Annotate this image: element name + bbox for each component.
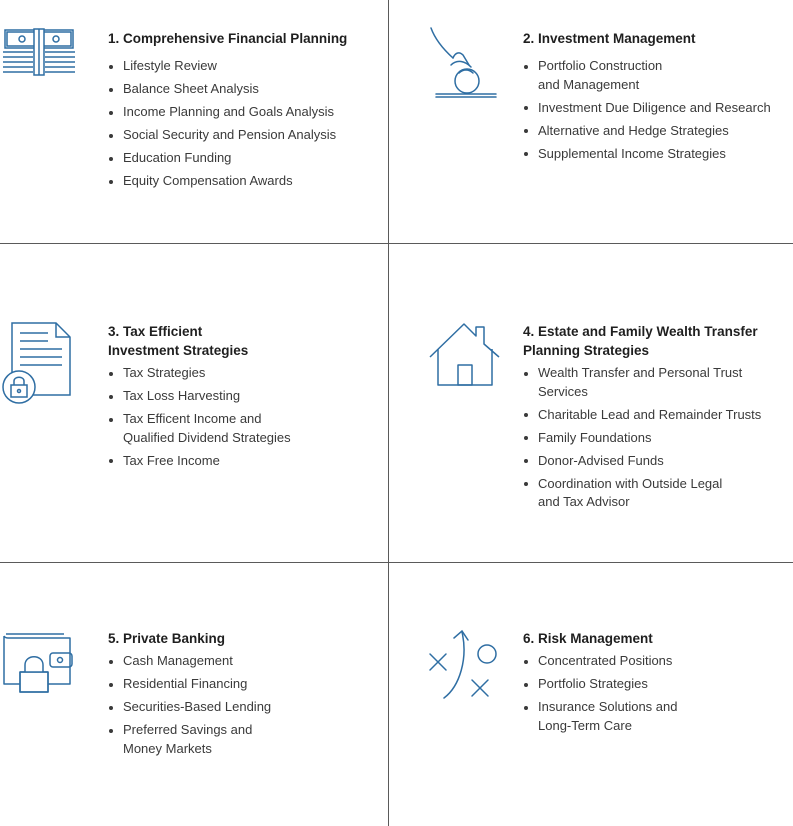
section-list — [523, 57, 793, 168]
document-lock-icon — [2, 321, 72, 407]
strategy-play-icon — [426, 628, 502, 702]
section-title: 3. Tax Efficient Investment Strategies — [108, 324, 249, 358]
list-item: Cash Management — [108, 652, 398, 671]
list-item: Family Foundations — [523, 429, 793, 448]
list-item: Preferred Savings and Money Markets — [108, 721, 398, 758]
list-item: Alternative and Hedge Strategies — [523, 122, 793, 141]
horizontal-divider-2 — [0, 562, 793, 563]
list-item: Insurance Solutions and Long-Term Care — [523, 698, 793, 735]
list-item: Equity Compensation Awards — [108, 172, 398, 191]
section-title: 4. Estate and Family Wealth Transfer Planning Strategies — [523, 324, 758, 358]
wallet-lock-icon — [2, 628, 76, 694]
section-title: 2. Investment Management — [523, 31, 696, 46]
list-item: Tax Free Income — [108, 452, 398, 471]
section-title: 6. Risk Management — [523, 631, 653, 646]
list-item: Concentrated Positions — [523, 652, 793, 671]
section-list — [108, 364, 398, 475]
list-item: Charitable Lead and Remainder Trusts — [523, 406, 793, 425]
section-list — [523, 652, 793, 740]
section-title: 1. Comprehensive Financial Planning — [108, 31, 348, 46]
section-list — [108, 57, 398, 195]
hand-coin-icon — [425, 25, 499, 101]
list-item: Balance Sheet Analysis — [108, 80, 398, 99]
money-stack-icon — [2, 28, 78, 78]
list-item: Social Security and Pension Analysis — [108, 126, 398, 145]
list-item: Residential Financing — [108, 675, 398, 694]
list-item: Portfolio Strategies — [523, 675, 793, 694]
list-item: Education Funding — [108, 149, 398, 168]
section-list — [108, 652, 398, 763]
section-list — [523, 364, 793, 516]
list-item: Portfolio Construction and Management — [523, 57, 793, 94]
list-item: Investment Due Diligence and Research — [523, 99, 793, 118]
list-item: Lifestyle Review — [108, 57, 398, 76]
list-item: Donor-Advised Funds — [523, 452, 793, 471]
section-title: 5. Private Banking — [108, 631, 226, 646]
list-item: Tax Strategies — [108, 364, 398, 383]
list-item: Wealth Transfer and Personal Trust Services — [523, 364, 793, 401]
list-item: Tax Loss Harvesting — [108, 387, 398, 406]
list-item: Securities-Based Lending — [108, 698, 398, 717]
horizontal-divider-1 — [0, 243, 793, 244]
list-item: Tax Efficent Income and Qualified Dividend Strategies — [108, 410, 398, 447]
list-item: Income Planning and Goals Analysis — [108, 103, 398, 122]
list-item: Supplemental Income Strategies — [523, 145, 793, 164]
list-item: Coordination with Outside Legal and Tax Advisor — [523, 475, 793, 512]
house-icon — [428, 321, 502, 387]
